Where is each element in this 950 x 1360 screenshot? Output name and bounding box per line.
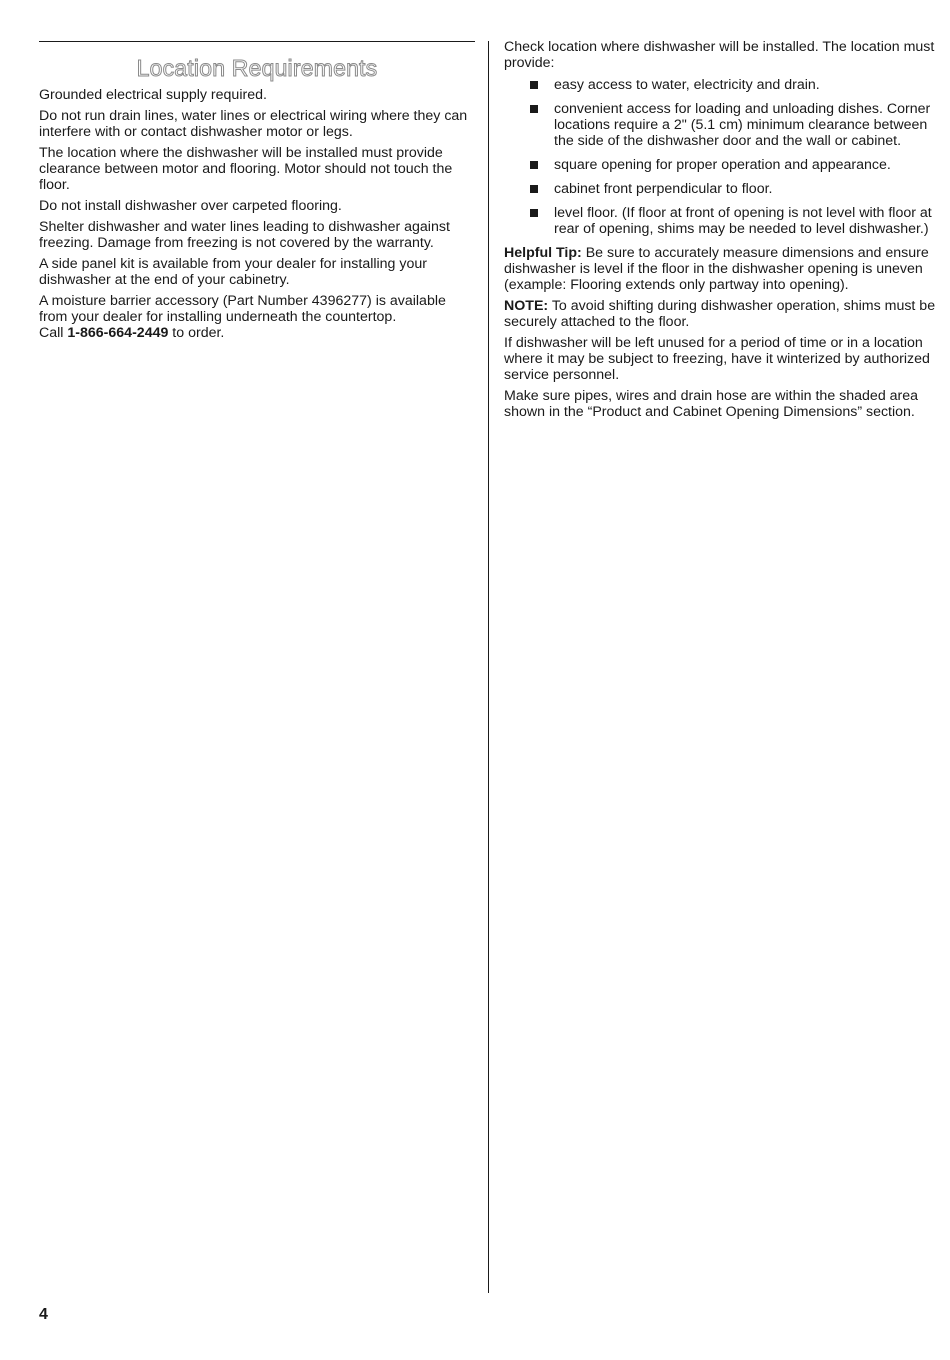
paragraph-motor-clearance: The location where the dishwasher will be installed must provide clearance between motor and flooring. Motor should not touch the floor. — [39, 145, 453, 193]
page-number: 4 — [39, 1306, 48, 1323]
section-title: Location Requirements — [136, 55, 378, 81]
right-column — [504, 39, 940, 425]
paragraph-side-panel: A side panel kit is available from your dealer for installing your dishwasher at the end of your cabinetry. — [39, 256, 427, 288]
paragraph-grounded-supply: Grounded electrical supply required. — [39, 87, 267, 103]
paragraph-pipes-shaded-area: Make sure pipes, wires and drain hose are within the shaded area shown in the “Product and Cabinet Opening Dimensions” section. — [504, 388, 919, 420]
list-item-text: convenient access for loading and unloading dishes. Corner locations require a 2" (5.1 cm) minimum clearance between the side of the dishwasher door and the wall or cabinet. — [554, 101, 931, 149]
square-bullet-icon — [530, 161, 538, 169]
paragraph-helpful-tip — [504, 245, 940, 293]
paragraph-carpet: Do not install dishwasher over carpeted flooring. — [39, 198, 342, 214]
helpful-tip-label: Helpful Tip: — [504, 245, 582, 261]
square-bullet-icon — [530, 209, 538, 217]
call-prefix: Call — [39, 325, 68, 341]
list-item — [504, 77, 940, 93]
helpful-tip-text: Be sure to accurately measure dimensions and ensure dishwasher is level if the floor in the dishwasher opening is uneven (example: Flooring extends only partway into opening). — [504, 245, 929, 293]
paragraph-check-location: Check location where dishwasher will be installed. The location must provide: — [504, 39, 935, 71]
note-label: NOTE: — [504, 298, 549, 314]
paragraph-note — [504, 298, 940, 330]
square-bullet-icon — [530, 185, 538, 193]
requirements-list — [504, 77, 940, 237]
list-item-text: square opening for proper operation and appearance. — [554, 157, 891, 173]
list-item — [504, 157, 940, 173]
section-top-rule — [39, 41, 475, 42]
list-item — [504, 205, 940, 237]
list-item-text: easy access to water, electricity and drain. — [554, 77, 820, 93]
square-bullet-icon — [530, 81, 538, 89]
list-item — [504, 181, 940, 197]
paragraph-call-to-order — [39, 325, 475, 341]
list-item-text: level floor. (If floor at front of opening is not level with floor at rear of opening, shims may be needed to level dishwasher.) — [554, 205, 932, 237]
list-item-text: cabinet front perpendicular to floor. — [554, 181, 773, 197]
paragraph-moisture-barrier: A moisture barrier accessory (Part Number 4396277) is available from your dealer for installing underneath the countertop. — [39, 293, 446, 325]
note-text: To avoid shifting during dishwasher operation, shims must be securely attached to the floor. — [504, 298, 936, 330]
paragraph-freezing: Shelter dishwasher and water lines leading to dishwasher against freezing. Damage from freezing is not covered by the warranty. — [39, 219, 450, 251]
paragraph-winterize: If dishwasher will be left unused for a period of time or in a location where it may be subject to freezing, have it winterized by authorized service personnel. — [504, 335, 930, 383]
phone-number: 1-866-664-2449 — [67, 325, 169, 341]
paragraph-drain-lines: Do not run drain lines, water lines or electrical wiring where they can interfere with or contact dishwasher motor or legs. — [39, 108, 468, 140]
list-item — [504, 101, 940, 149]
call-suffix: to order. — [168, 325, 225, 341]
square-bullet-icon — [530, 105, 538, 113]
column-divider — [488, 41, 489, 1293]
left-column — [39, 54, 475, 346]
